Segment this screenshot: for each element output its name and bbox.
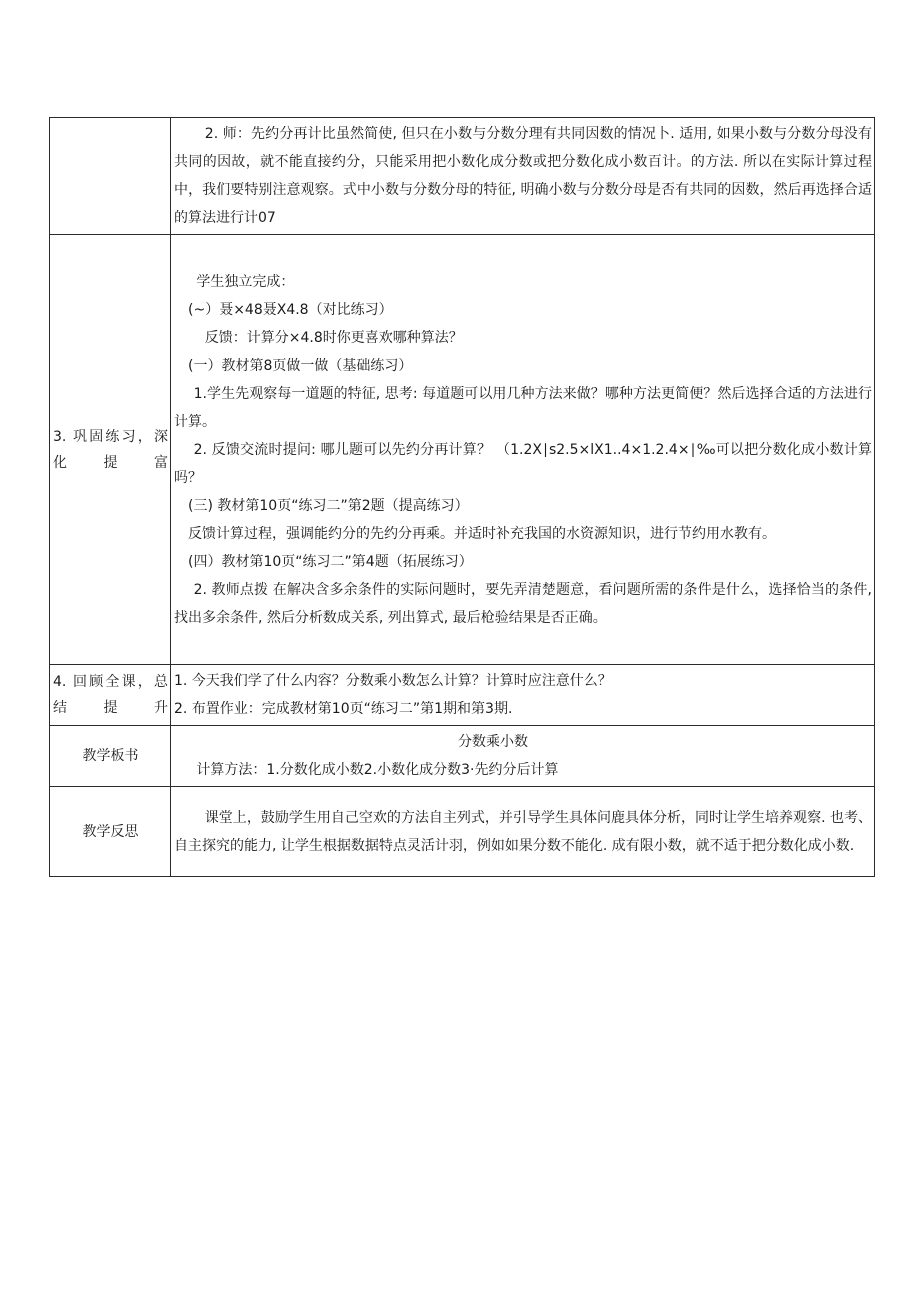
practice-line: (~）聂×48聂X4.8（对比练习） — [188, 301, 393, 318]
table-row — [50, 726, 875, 787]
lesson-plan-table — [49, 117, 875, 877]
practice-line: (四）教材第10页“练习二”第4题（拓展练习） — [188, 553, 473, 570]
practice-content-cell — [171, 235, 875, 665]
board-content-cell — [171, 726, 875, 787]
row-label-practice: 3. 巩固练习，深化提富 — [50, 235, 171, 665]
row-label-empty — [50, 118, 171, 235]
practice-line: 反馈：计算分×4.8时你更喜欢哪种算法？ — [204, 329, 463, 346]
practice-line: (一）教材第8页做一做（基础练习） — [188, 357, 413, 374]
review-content-cell — [171, 665, 875, 726]
teacher-note-paragraph: 2. 师：先约分再计比虽然简使, 但只在小数与分数分理有共同因数的情况卜. 适用, 如果小数与分数分母没有共同的因故，就不能直接约分，只能采用把小数化成分数或把分数化成小数百计。的方法. 所以在实际计算过程中，我们要特别注意观察。式中小数与分数分母的特征, 明确小数与分数分母是否有共同的因数，然后再选择合适的算法进行计07 — [174, 126, 872, 226]
table-row — [50, 787, 875, 877]
practice-line: 2. 反馈交流时提问: 哪儿题可以先约分再计算？ （1.2X∣s2.5×lX1..4×1.2.4×∣‰可以把分数化成小数计算吗？ — [174, 441, 872, 486]
row-label-board: 教学板书 — [50, 726, 171, 787]
board-title: 分数乘小数 — [458, 734, 528, 750]
table-row — [50, 665, 875, 726]
review-line: 2. 布置作业：完成教材第10页“练习二”第1期和第3期. — [174, 701, 513, 717]
practice-line: (三) 教材第10页“练习二”第2题（提高练习） — [188, 497, 469, 514]
board-method-line: 计算方法：1.分数化成小数2.小数化成分数3·先约分后计算 — [196, 762, 559, 778]
row-label-review: 4. 回顾全课，总结提升 — [50, 665, 171, 726]
practice-line: 学生独立完成： — [196, 273, 295, 290]
practice-line: 1.学生先观察每一道题的特征, 思考: 每道题可以用几种方法来做？哪种方法更简便？然后选择合适的方法进行计算。 — [174, 385, 872, 430]
reflection-content-cell — [171, 787, 875, 877]
practice-line: 2. 教师点拨 在解决含多余条件的实际问题时，要先弄清楚题意，看问题所需的条件是什么，选择恰当的条件, 找出多余条件, 然后分析数成关系, 列出算式, 最后枪验结果是否正确。 — [174, 581, 872, 626]
table-row — [50, 118, 875, 235]
table-row — [50, 235, 875, 665]
reflection-paragraph: 课堂上，鼓励学生用自己空欢的方法自主列式，并引导学生具体问鹿具体分析，同时让学生培养观察. 也考、自主探究的能力, 让学生根据数据特点灵活计羽，例如如果分数不能化. 成有限小数，就不适于把分数化成小数. — [174, 809, 872, 854]
practice-line: 反馈计算过程，强调能约分的先约分再乘。并适时补充我国的水资源知识，进行节约用水教有。 — [188, 525, 776, 542]
teacher-note-cell — [171, 118, 875, 235]
review-line: 1. 今天我们学了什么内容？分数乘小数怎么计算？计算时应注意什么？ — [174, 673, 612, 689]
row-label-reflection: 教学反思 — [50, 787, 171, 877]
